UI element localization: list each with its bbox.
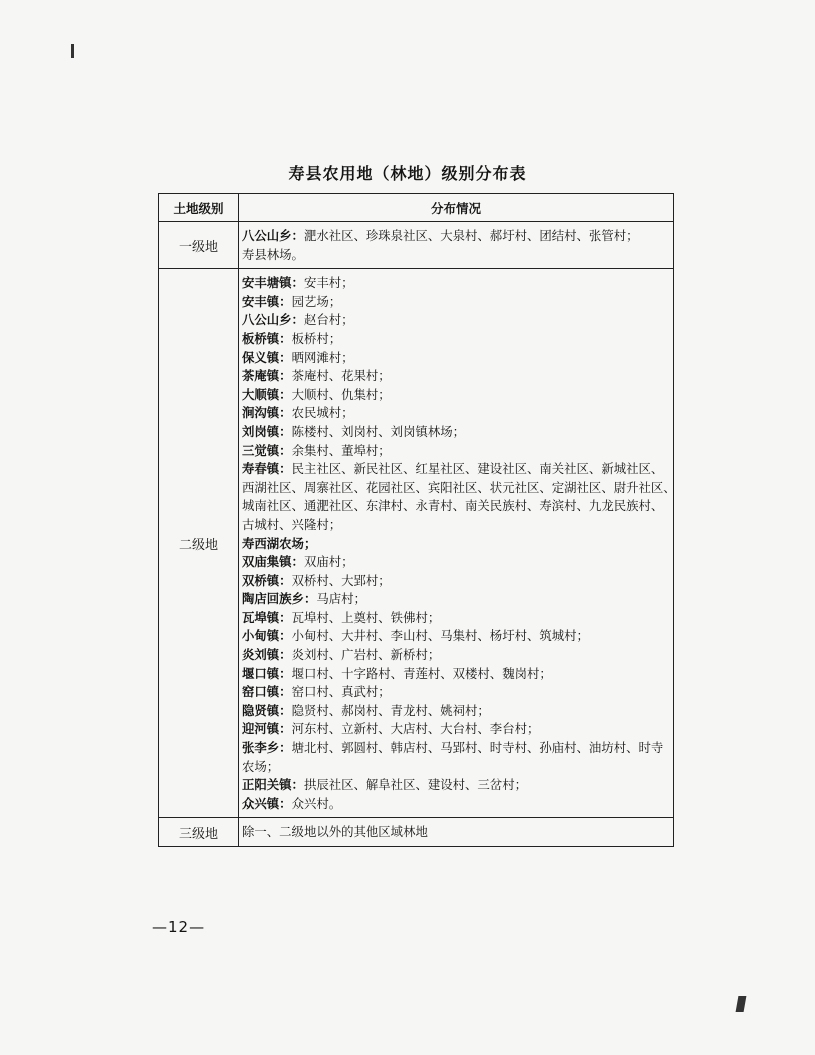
town-name: 堰口镇： <box>242 665 292 681</box>
town-name: 双庙集镇： <box>242 554 304 570</box>
village-list: 余集村、董埠村； <box>291 442 391 458</box>
distribution-line <box>242 293 669 312</box>
distribution-line <box>242 386 669 405</box>
distribution-line <box>242 535 669 554</box>
table-body <box>159 222 674 847</box>
town-name: 刘岗镇： <box>242 423 292 439</box>
town-name: 涧沟镇： <box>242 405 292 421</box>
town-name: 茶庵镇： <box>242 368 292 384</box>
distribution-line <box>242 227 669 246</box>
distribution-table <box>158 193 674 847</box>
distribution-line <box>242 460 669 479</box>
distribution-line <box>242 823 669 842</box>
village-list: 炎刘村、广岩村、新桥村； <box>291 647 441 663</box>
village-list: 赵台村； <box>303 312 354 328</box>
distribution-line <box>242 404 669 423</box>
distribution-line <box>242 795 669 814</box>
village-list: 农民城村； <box>291 405 354 421</box>
village-list: 板桥村； <box>291 330 342 346</box>
town-name: 炎刘镇： <box>242 647 292 663</box>
distribution-line <box>242 683 669 702</box>
town-name: 八公山乡： <box>242 228 304 243</box>
town-name: 瓦埠镇： <box>242 609 292 625</box>
village-list: 西湖社区、周寨社区、花园社区、宾阳社区、状元社区、定湖社区、尉升社区、 <box>242 479 676 495</box>
village-list: 瓦埠村、上奠村、铁佛村； <box>291 609 441 625</box>
village-list: 众兴村。 <box>291 795 342 811</box>
village-list: 拱辰社区、解阜社区、建设村、三岔村； <box>303 777 527 793</box>
distribution-line <box>242 367 669 386</box>
table-row <box>159 818 674 847</box>
distribution-line <box>242 609 669 628</box>
distribution-line <box>242 646 669 665</box>
distribution-line <box>242 758 669 777</box>
village-list: 马店村； <box>316 591 366 607</box>
distribution-line <box>242 311 669 330</box>
distribution-line <box>242 739 669 758</box>
distribution-line <box>242 627 669 646</box>
distribution-line <box>242 330 669 349</box>
table-row <box>159 222 674 269</box>
distribution-line <box>242 349 669 368</box>
village-list: 堰口村、十字路村、青莲村、双楼村、魏岗村； <box>291 665 552 681</box>
header-distribution: 分布情况 <box>239 194 674 222</box>
town-name: 张李乡： <box>242 740 292 756</box>
town-name: 陶店回族乡： <box>242 591 317 607</box>
distribution-line <box>242 442 669 461</box>
town-name: 隐贤镇： <box>242 702 292 718</box>
distribution-line <box>242 246 669 265</box>
town-name: 安丰镇： <box>242 293 292 309</box>
land-level-cell: 三级地 <box>159 818 239 847</box>
distribution-line <box>242 516 669 535</box>
village-list: 城南社区、通淝社区、东津村、永青村、南关民族村、寿滨村、九龙民族村、 <box>242 498 664 514</box>
table-row <box>159 269 674 818</box>
village-list: 陈楼村、刘岗村、刘岗镇林场； <box>291 423 466 439</box>
town-name: 八公山乡： <box>242 312 304 328</box>
town-name: 小甸镇： <box>242 628 292 644</box>
distribution-line <box>242 553 669 572</box>
distribution-cell <box>239 269 674 818</box>
village-list: 寿县林场。 <box>242 246 304 262</box>
scan-corner-mark <box>736 996 747 1012</box>
town-name: 众兴镇： <box>242 795 292 811</box>
village-list: 民主社区、新民社区、红星社区、建设社区、南关社区、新城社区、 <box>291 461 664 477</box>
village-list: 农场； <box>242 758 280 774</box>
village-list: 窑口村、真武村； <box>291 684 391 700</box>
village-list: 大顺村、仇集村； <box>291 386 391 402</box>
village-list: 双庙村； <box>303 554 354 570</box>
village-list: 淝水社区、珍珠泉社区、大泉村、郝圩村、团结村、张管村； <box>303 228 639 243</box>
village-list: 隐贤村、郝岗村、青龙村、姚祠村； <box>291 702 490 718</box>
village-list: 双桥村、大郢村； <box>291 572 391 588</box>
town-name: 正阳关镇： <box>242 777 304 793</box>
distribution-cell <box>239 222 674 269</box>
distribution-line <box>242 274 669 293</box>
distribution-line <box>242 423 669 442</box>
distribution-line <box>242 702 669 721</box>
village-list: 小甸村、大井村、李山村、马集村、杨圩村、筑城村； <box>291 628 589 644</box>
town-name: 三觉镇： <box>242 442 292 458</box>
village-list: 塘北村、郭圆村、韩店村、马郢村、时寺村、孙庙村、油坊村、时寺 <box>291 740 664 756</box>
land-level-cell: 一级地 <box>159 222 239 269</box>
village-list: 晒网滩村； <box>291 349 354 365</box>
village-list: 安丰村； <box>303 275 354 291</box>
distribution-line <box>242 572 669 591</box>
town-name: 窑口镇： <box>242 684 292 700</box>
distribution-line <box>242 497 669 516</box>
town-name: 大顺镇： <box>242 386 292 402</box>
header-land-level: 土地级别 <box>159 194 239 222</box>
town-name: 寿春镇： <box>242 461 292 477</box>
table-header-row <box>159 194 674 222</box>
scan-edge-mark <box>71 44 74 58</box>
village-list: 园艺场； <box>291 293 342 309</box>
distribution-cell <box>239 818 674 847</box>
town-name: 迎河镇： <box>242 721 292 737</box>
town-name: 板桥镇： <box>242 330 292 346</box>
distribution-line <box>242 479 676 498</box>
town-name: 安丰塘镇： <box>242 275 304 291</box>
page-number: —12— <box>152 918 206 936</box>
town-name: 保义镇： <box>242 349 292 365</box>
town-name: 双桥镇： <box>242 572 292 588</box>
distribution-line <box>242 590 669 609</box>
distribution-line <box>242 665 669 684</box>
village-list: 河东村、立新村、大店村、大台村、李台村； <box>291 721 540 737</box>
town-name: 寿西湖农场； <box>242 535 317 551</box>
document-title: 寿县农用地（林地）级别分布表 <box>288 164 527 183</box>
village-list: 除一、二级地以外的其他区域林地 <box>242 824 428 840</box>
distribution-line <box>242 776 669 795</box>
land-level-cell: 二级地 <box>159 269 239 818</box>
distribution-line <box>242 720 669 739</box>
village-list: 茶庵村、花果村； <box>291 368 391 384</box>
village-list: 古城村、兴隆村； <box>242 516 342 532</box>
